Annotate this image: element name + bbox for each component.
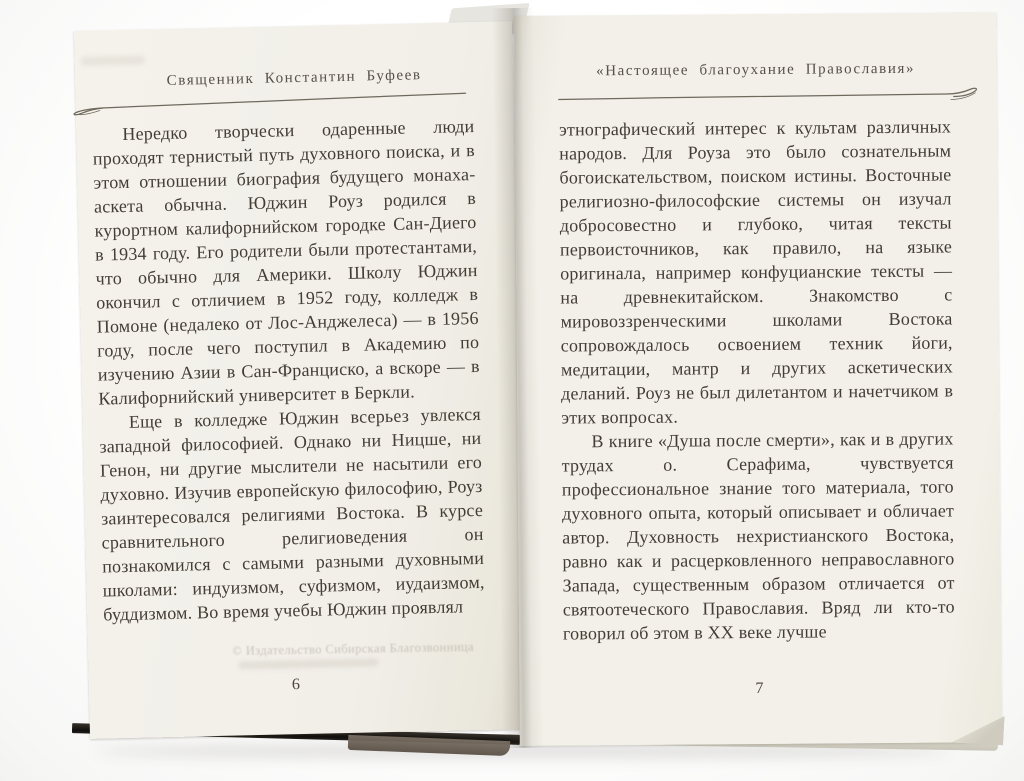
- bleed-through-text: © Издательство Сибирская Благозвонница: [232, 639, 475, 658]
- right-body-text: [559, 114, 955, 645]
- header-flourish-rule: [557, 86, 983, 111]
- bleed-through-smudge: [238, 658, 378, 669]
- left-running-header: Священник Константин Буфеев: [166, 67, 422, 89]
- header-flourish-rule: [67, 86, 469, 119]
- right-page: [514, 12, 1002, 746]
- left-page: [74, 21, 528, 739]
- paragraph: Еще в колледже Юджин всерьез увлекся западной философией. Однако ни Ницше, ни Генон, ни другие мыслители не насытили его духовно. Изучив европейскую философию, Роуз заинтересовался религиями Востока. В курсе сравнительного религиоведения он познакомился с самыми разными духовными школами: индуизмом, суфизмом, иудаизмом, буддизмом. Во время учебы Юджин проявлял: [99, 403, 485, 625]
- bleed-through-smudge: [81, 55, 145, 65]
- paragraph: В книге «Душа после смерти», как и в других трудах о. Серафима, чувствуется профессиональное знание того материала, того духовного опыта, который описывает и обличает автор. Духовность нехристианского Востока, равно как и расцерковленного неправославного Запада, существенным образом отличается от святоотеческого Православия. Вряд ли кто-то говорил об этом в XX веке лучше: [561, 428, 955, 644]
- paragraph: этнографический интерес к культам различных народов. Для Роуза это было сознательным богоискательством, поиском истины. Восточные религиозно-философские системы он изучал добросовестно и глубоко, читая тексты первоисточников, как правило, на языке оригинала, например конфуцианские тексты — на древнекитайском. Знакомство с мировоззренческими школами Востока сопровождалось освоением техник йоги, медитации, мантр и других аскетических деланий. Роуз не был дилетантом и начетчиком в этих вопросах.: [558, 116, 954, 428]
- left-body-text: [92, 114, 485, 627]
- left-page-number: 6: [291, 676, 301, 694]
- right-page-number: 7: [755, 679, 764, 698]
- right-running-header: «Настоящее благоухание Православия»: [596, 60, 916, 80]
- paragraph: Нередко творчески одаренные люди проходят тернистый путь духовного поиска, и в этом отношении биография будущего монаха-аскета обычна. Юджин Роуз родился в курортном калифорнийском городке Сан-Диего в 1934 году. Его родители были протестантами, что обычно для Америки. Школу Юджин окончил с отличием в 1952 году, колледж в Помоне (недалеко от Лос-Анджелеса) — в 1956 году, после чего поступил в Академию по изучению Азии в Сан-Франциско, а вскоре — в Калифорнийский университет в Беркли.: [92, 116, 480, 409]
